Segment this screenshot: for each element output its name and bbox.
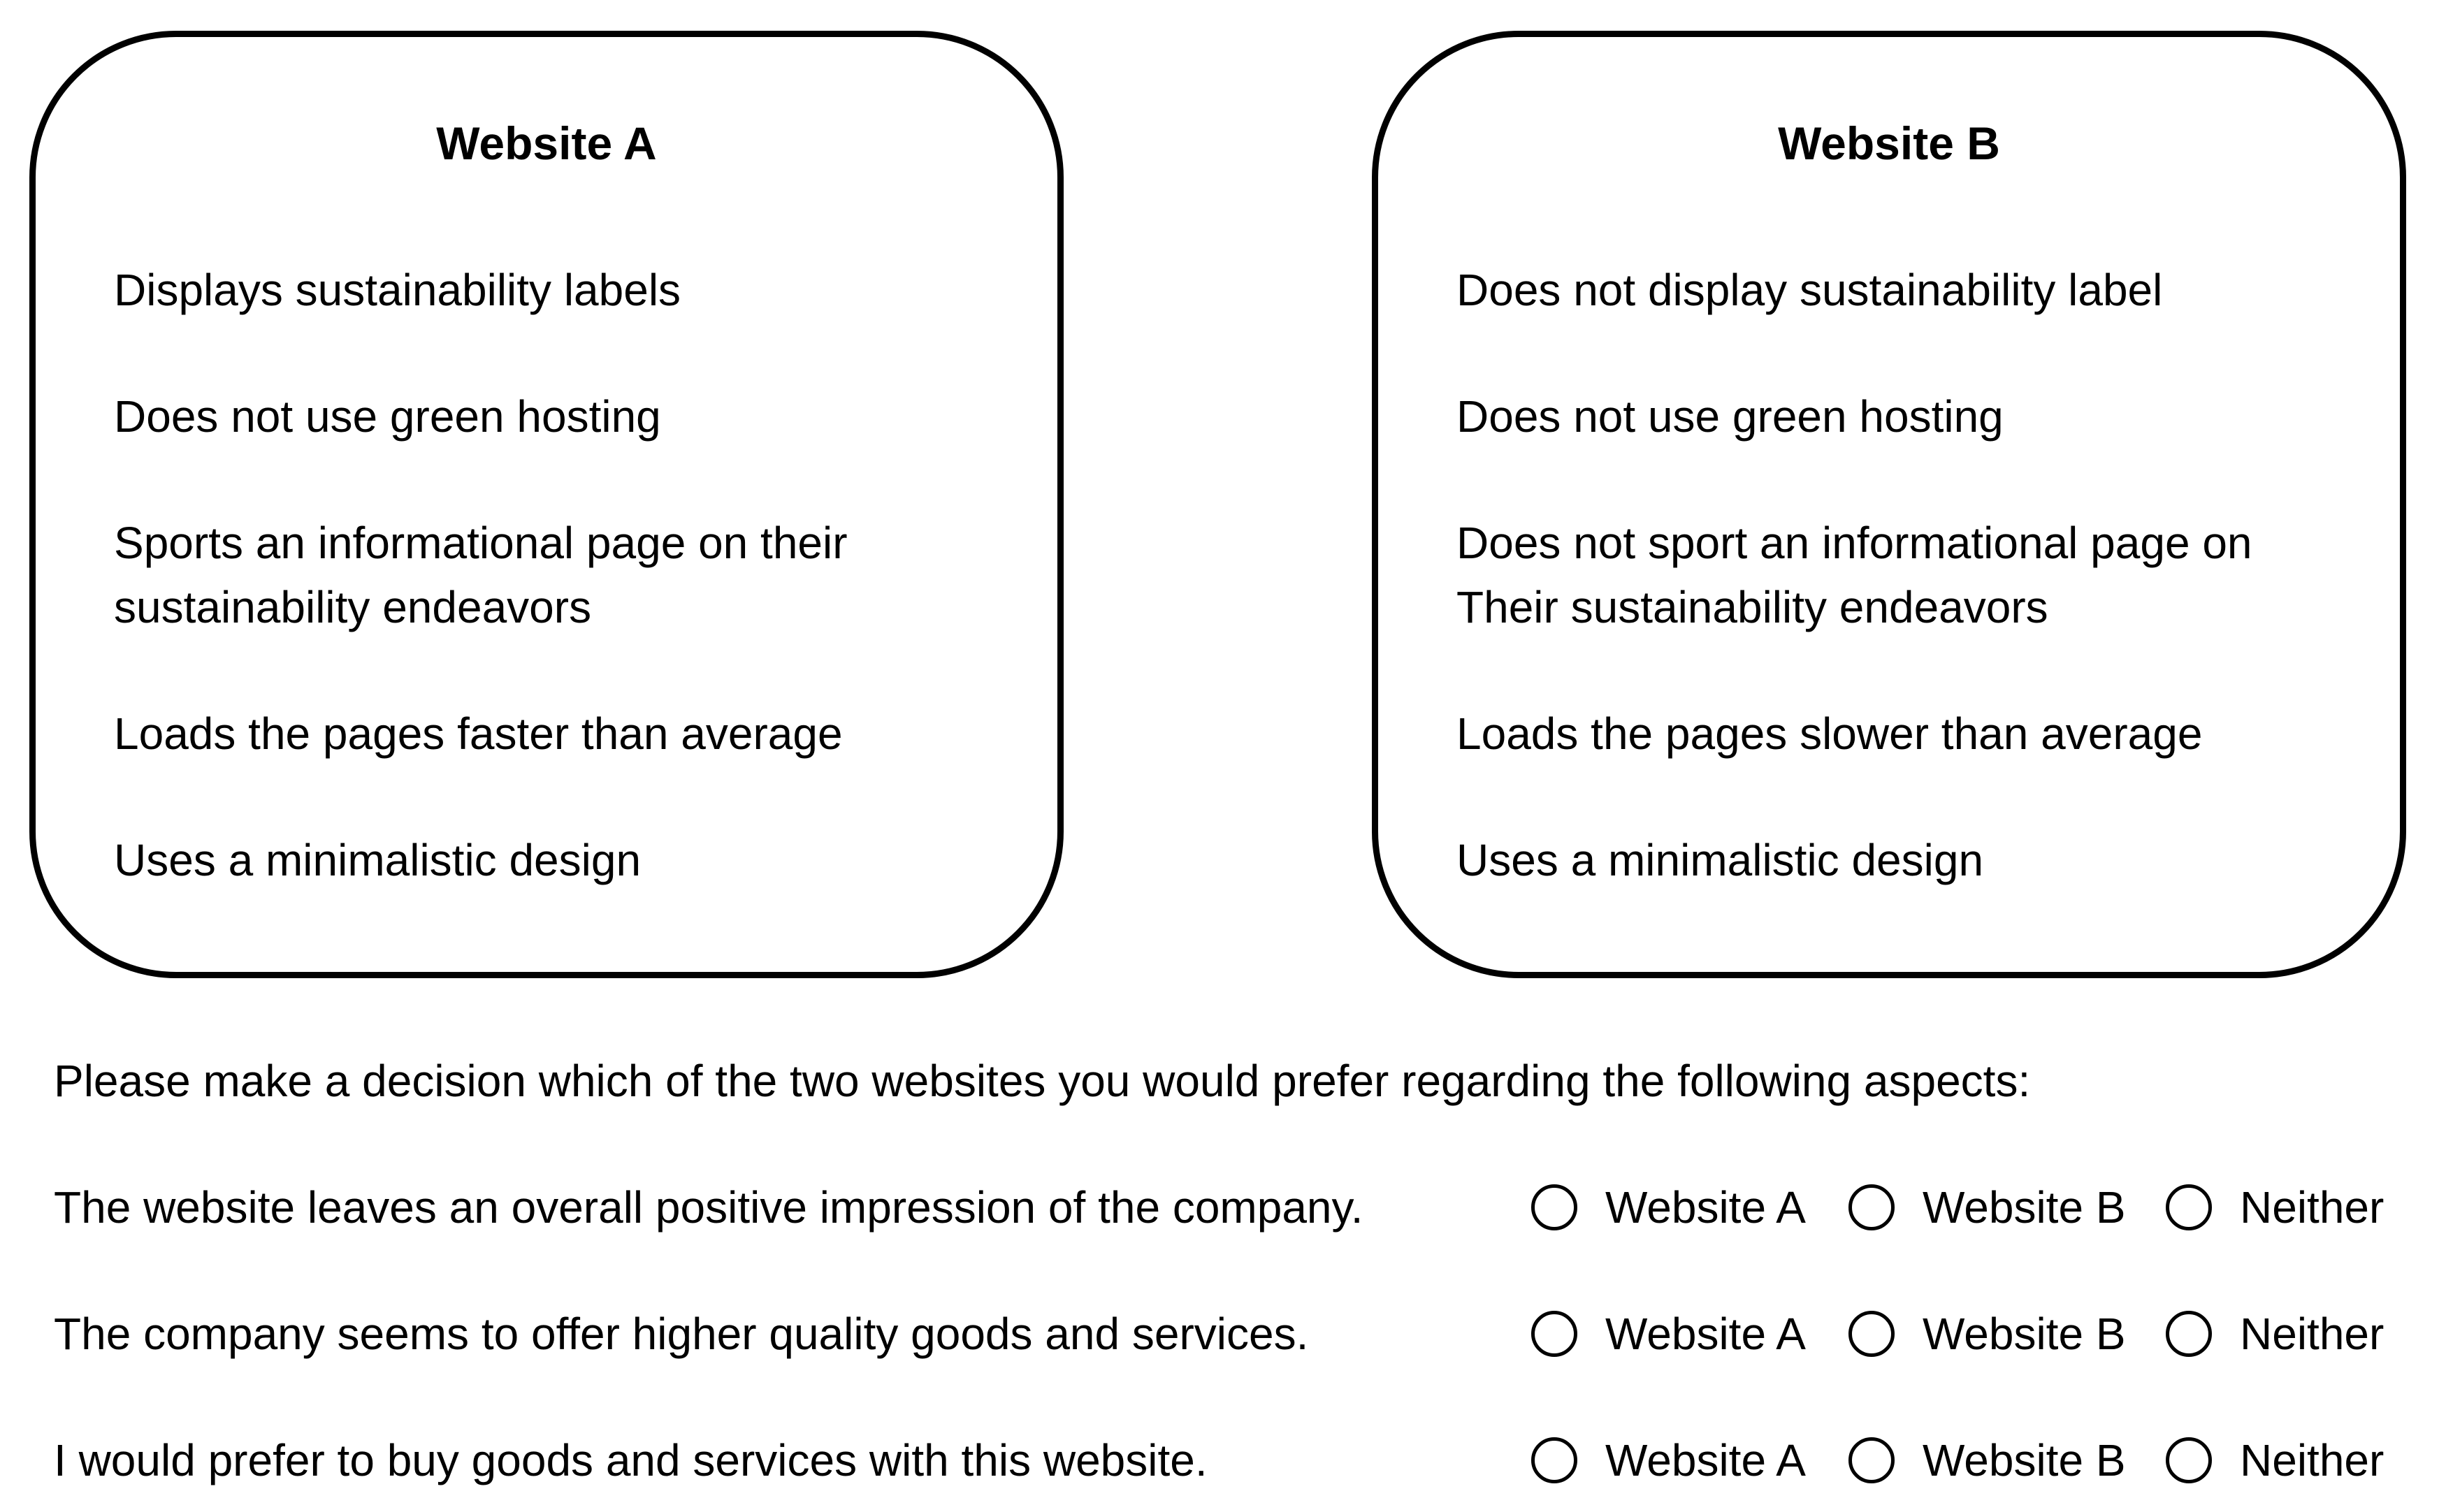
q1-option-website-a[interactable] — [1531, 1175, 1806, 1240]
radio-button-icon[interactable] — [1848, 1311, 1895, 1357]
radio-button-icon[interactable] — [1531, 1437, 1577, 1483]
question-row-2 — [54, 1302, 2416, 1366]
option-label: Website A — [1605, 1309, 1806, 1359]
q2-option-website-b[interactable] — [1848, 1302, 2126, 1366]
q3-option-neither[interactable] — [2166, 1428, 2384, 1492]
radio-button-icon[interactable] — [1848, 1184, 1895, 1230]
option-label: Neither — [2240, 1435, 2385, 1485]
radio-button-icon[interactable] — [1531, 1184, 1577, 1230]
website-a-feature: Sports an informational page on their sustainability endeavors — [114, 518, 848, 632]
option-label: Neither — [2240, 1182, 2385, 1233]
website-a-feature: Does not use green hosting — [114, 391, 661, 442]
question-row-3 — [54, 1428, 2416, 1492]
q2-option-neither[interactable] — [2166, 1302, 2384, 1366]
radio-button-icon[interactable] — [2166, 1184, 2212, 1230]
website-a-feature: Displays sustainability labels — [114, 265, 681, 315]
q2-option-website-a[interactable] — [1531, 1302, 1806, 1366]
website-a-feature: Loads the pages faster than average — [114, 708, 843, 759]
question-text: The website leaves an overall positive impression of the company. — [54, 1182, 1363, 1233]
q3-option-website-b[interactable] — [1848, 1428, 2126, 1492]
website-a-title: Website A — [436, 117, 657, 169]
q1-option-website-b[interactable] — [1848, 1175, 2126, 1240]
website-a-card — [29, 31, 1064, 978]
option-label: Website A — [1605, 1182, 1806, 1233]
website-a-feature: Uses a minimalistic design — [114, 835, 642, 885]
radio-button-icon[interactable] — [2166, 1437, 2212, 1483]
question-text: I would prefer to buy goods and services with this website. — [54, 1435, 1208, 1485]
option-label: Neither — [2240, 1309, 2385, 1359]
option-label: Website B — [1923, 1309, 2126, 1359]
website-b-feature-list — [1456, 258, 2344, 892]
website-b-feature: Does not use green hosting — [1456, 391, 2004, 442]
option-label: Website B — [1923, 1182, 2126, 1233]
radio-button-icon[interactable] — [2166, 1311, 2212, 1357]
website-b-feature: Uses a minimalistic design — [1456, 835, 1984, 885]
q1-option-neither[interactable] — [2166, 1175, 2384, 1240]
question-text: The company seems to offer higher quality goods and services. — [54, 1309, 1309, 1359]
survey-prompt: Please make a decision which of the two websites you would prefer regarding the following aspects: — [54, 1056, 2031, 1106]
radio-button-icon[interactable] — [1531, 1311, 1577, 1357]
website-b-title: Website B — [1778, 117, 2000, 169]
website-b-feature: Does not sport an informational page on Their sustainability endeavors — [1456, 518, 2252, 632]
website-b-card — [1372, 31, 2406, 978]
website-a-feature-list — [114, 258, 1001, 892]
q3-option-website-a[interactable] — [1531, 1428, 1806, 1492]
option-label: Website A — [1605, 1435, 1806, 1485]
website-b-feature: Loads the pages slower than average — [1456, 708, 2203, 759]
question-row-1 — [54, 1175, 2416, 1240]
website-b-feature: Does not display sustainability label — [1456, 265, 2163, 315]
option-label: Website B — [1923, 1435, 2126, 1485]
radio-button-icon[interactable] — [1848, 1437, 1895, 1483]
